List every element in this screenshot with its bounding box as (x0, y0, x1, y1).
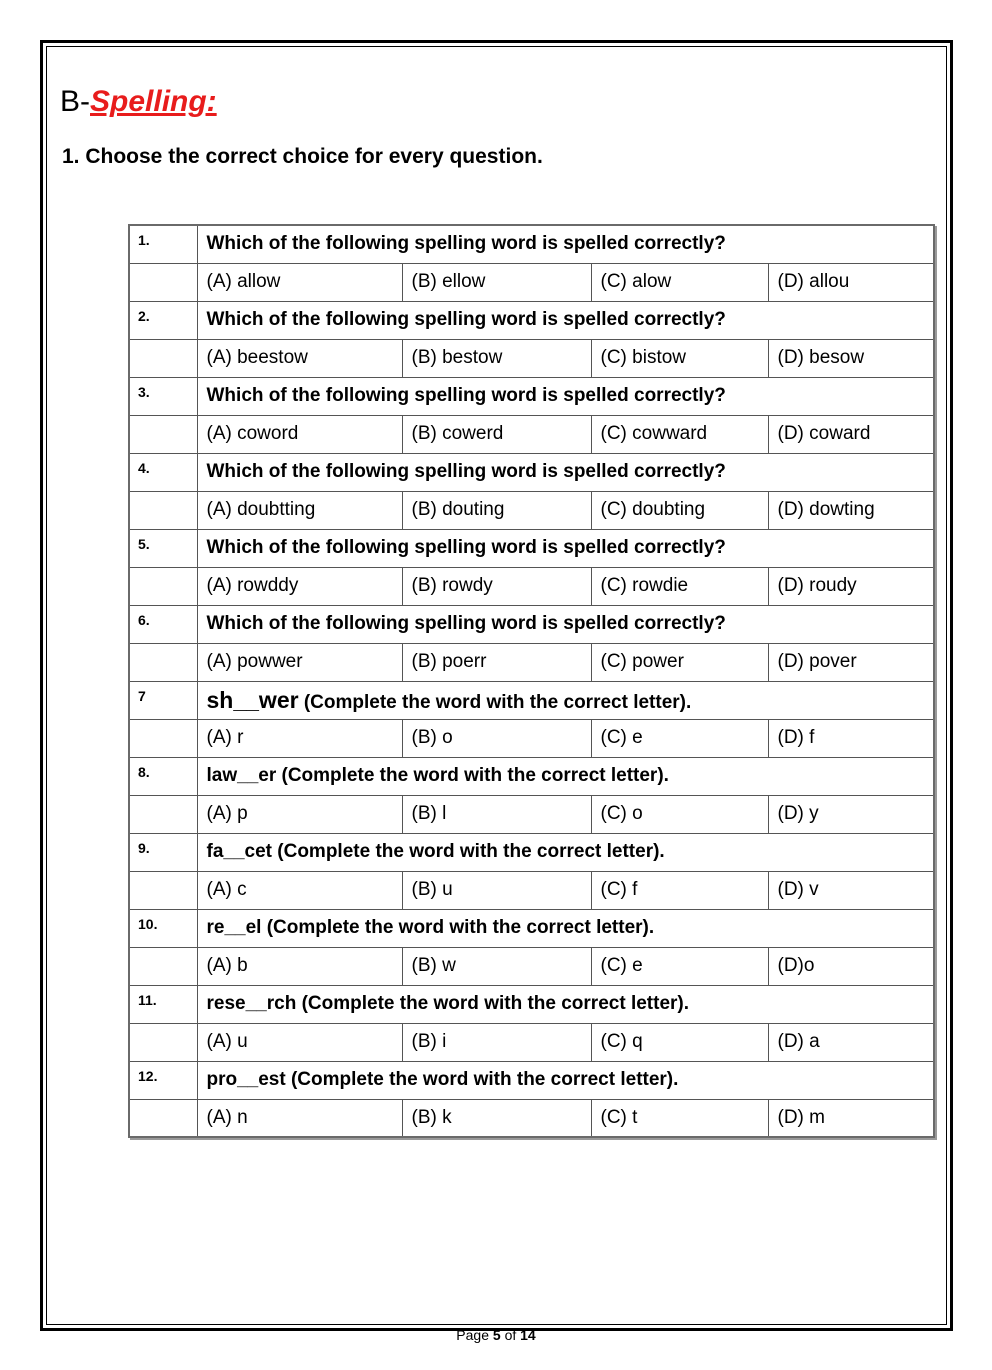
footer-page-number: 5 (492, 1327, 501, 1343)
options-row (129, 643, 934, 681)
answer-option[interactable]: (B) u (402, 871, 591, 909)
answer-option[interactable]: (D) m (768, 1099, 934, 1137)
blank-cell (129, 263, 197, 301)
question-word: sh__wer (206, 686, 299, 713)
question-text: fa__cet (Complete the word with the correct letter). (197, 833, 934, 871)
question-number: 7 (129, 681, 197, 719)
question-row (129, 757, 934, 795)
answer-option[interactable]: (C) o (591, 795, 768, 833)
answer-option[interactable]: (C) e (591, 719, 768, 757)
answer-option[interactable]: (C) doubting (591, 491, 768, 529)
answer-option[interactable]: (D)o (768, 947, 934, 985)
answer-option[interactable]: (B) ellow (402, 263, 591, 301)
question-instruction: (Complete the word with the correct letter). (298, 691, 692, 713)
options-row (129, 339, 934, 377)
question-row (129, 529, 934, 567)
answer-option[interactable]: (C) rowdie (591, 567, 768, 605)
question-row (129, 377, 934, 415)
footer-of-label: of (504, 1327, 517, 1343)
question-table (128, 224, 935, 1138)
answer-option[interactable]: (A) coword (197, 415, 402, 453)
blank-cell (129, 415, 197, 453)
answer-option[interactable]: (A) powwer (197, 643, 402, 681)
question-number: 10. (129, 909, 197, 947)
answer-option[interactable]: (C) e (591, 947, 768, 985)
question-row (129, 681, 934, 719)
answer-option[interactable]: (C) power (591, 643, 768, 681)
answer-option[interactable]: (A) doubtting (197, 491, 402, 529)
answer-option[interactable]: (A) rowddy (197, 567, 402, 605)
question-text: law__er (Complete the word with the correct letter). (197, 757, 934, 795)
question-row (129, 1061, 934, 1099)
answer-option[interactable]: (D) a (768, 1023, 934, 1061)
section-title (60, 82, 217, 122)
answer-option[interactable]: (B) l (402, 795, 591, 833)
answer-option[interactable]: (B) cowerd (402, 415, 591, 453)
question-number: 8. (129, 757, 197, 795)
answer-option[interactable]: (D) v (768, 871, 934, 909)
answer-option[interactable]: (B) rowdy (402, 567, 591, 605)
question-number: 4. (129, 453, 197, 491)
blank-cell (129, 643, 197, 681)
options-row (129, 1099, 934, 1137)
question-text: pro__est (Complete the word with the correct letter). (197, 1061, 934, 1099)
question-number: 2. (129, 301, 197, 339)
answer-option[interactable]: (A) allow (197, 263, 402, 301)
answer-option[interactable]: (B) k (402, 1099, 591, 1137)
footer-page-label: Page (456, 1327, 489, 1343)
answer-option[interactable]: (A) n (197, 1099, 402, 1137)
options-row (129, 947, 934, 985)
answer-option[interactable]: (C) f (591, 871, 768, 909)
answer-option[interactable]: (C) cowward (591, 415, 768, 453)
blank-cell (129, 567, 197, 605)
question-row (129, 225, 934, 263)
blank-cell (129, 795, 197, 833)
answer-option[interactable]: (C) alow (591, 263, 768, 301)
options-row (129, 795, 934, 833)
blank-cell (129, 339, 197, 377)
blank-cell (129, 1023, 197, 1061)
answer-option[interactable]: (A) b (197, 947, 402, 985)
question-number: 11. (129, 985, 197, 1023)
question-row (129, 605, 934, 643)
answer-option[interactable]: (A) u (197, 1023, 402, 1061)
question-number: 6. (129, 605, 197, 643)
options-row (129, 415, 934, 453)
answer-option[interactable]: (C) bistow (591, 339, 768, 377)
answer-option[interactable]: (D) y (768, 795, 934, 833)
instruction-text: 1. Choose the correct choice for every question. (62, 145, 543, 168)
question-text: Which of the following spelling word is spelled correctly? (197, 225, 934, 263)
answer-option[interactable]: (A) beestow (197, 339, 402, 377)
question-text: Which of the following spelling word is spelled correctly? (197, 605, 934, 643)
section-heading: Spelling: (90, 85, 217, 118)
page-footer (0, 1327, 992, 1343)
question-number: 5. (129, 529, 197, 567)
blank-cell (129, 947, 197, 985)
answer-option[interactable]: (C) q (591, 1023, 768, 1061)
answer-option[interactable]: (A) c (197, 871, 402, 909)
answer-option[interactable]: (D) roudy (768, 567, 934, 605)
question-row (129, 301, 934, 339)
answer-option[interactable]: (A) p (197, 795, 402, 833)
answer-option[interactable]: (B) poerr (402, 643, 591, 681)
question-text (197, 681, 934, 719)
options-row (129, 263, 934, 301)
question-text: re__el (Complete the word with the correct letter). (197, 909, 934, 947)
options-row (129, 567, 934, 605)
answer-option[interactable]: (D) allou (768, 263, 934, 301)
answer-option[interactable]: (B) bestow (402, 339, 591, 377)
question-row (129, 909, 934, 947)
answer-option[interactable]: (D) pover (768, 643, 934, 681)
answer-option[interactable]: (D) dowting (768, 491, 934, 529)
blank-cell (129, 1099, 197, 1137)
question-row (129, 833, 934, 871)
question-text: Which of the following spelling word is spelled correctly? (197, 377, 934, 415)
question-text: Which of the following spelling word is spelled correctly? (197, 453, 934, 491)
options-row (129, 719, 934, 757)
options-row (129, 491, 934, 529)
section-prefix: B- (60, 85, 90, 118)
answer-option[interactable]: (A) r (197, 719, 402, 757)
answer-option[interactable]: (B) o (402, 719, 591, 757)
question-row (129, 453, 934, 491)
answer-option[interactable]: (D) besow (768, 339, 934, 377)
question-text: Which of the following spelling word is spelled correctly? (197, 529, 934, 567)
question-text: rese__rch (Complete the word with the correct letter). (197, 985, 934, 1023)
answer-option[interactable]: (C) t (591, 1099, 768, 1137)
question-row (129, 985, 934, 1023)
blank-cell (129, 871, 197, 909)
answer-option[interactable]: (D) f (768, 719, 934, 757)
question-number: 1. (129, 225, 197, 263)
question-number: 9. (129, 833, 197, 871)
answer-option[interactable]: (B) i (402, 1023, 591, 1061)
answer-option[interactable]: (B) douting (402, 491, 591, 529)
blank-cell (129, 491, 197, 529)
blank-cell (129, 719, 197, 757)
footer-total-pages: 14 (520, 1327, 536, 1343)
question-number: 3. (129, 377, 197, 415)
question-number: 12. (129, 1061, 197, 1099)
answer-option[interactable]: (D) coward (768, 415, 934, 453)
options-row (129, 871, 934, 909)
answer-option[interactable]: (B) w (402, 947, 591, 985)
options-row (129, 1023, 934, 1061)
question-text: Which of the following spelling word is spelled correctly? (197, 301, 934, 339)
